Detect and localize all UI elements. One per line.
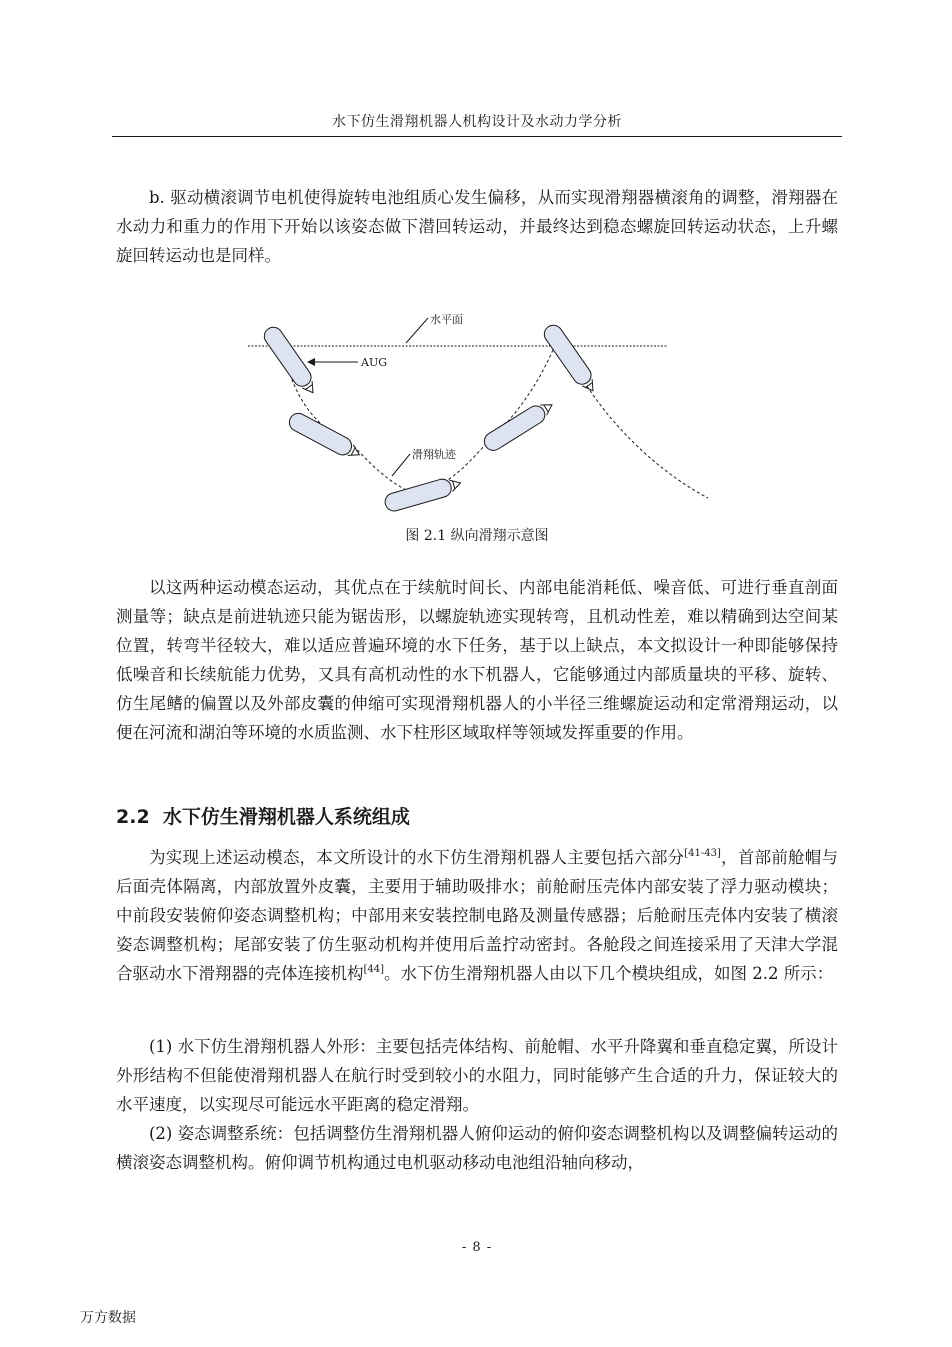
running-header: 水下仿生滑翔机器人机构设计及水动力学分析 bbox=[332, 114, 622, 130]
glider-1 bbox=[261, 324, 320, 398]
paragraph-step-b: b. 驱动横滚调节电机使得旋转电池组质心发生偏移，从而实现滑翔器横滚角的调整，滑翔器在水动力和重力的作用下开始以该姿态做下潜回转运动，并最终达到稳态螺旋回转运动状态，上升螺旋回转运动也是同样。 bbox=[116, 188, 838, 265]
section-number: 2.2 bbox=[116, 806, 150, 828]
citation-41-43: [41-43] bbox=[684, 848, 721, 859]
page-number: - 8 - bbox=[461, 1240, 493, 1255]
glider-3 bbox=[383, 474, 463, 513]
intro-text-3: 。水下仿生滑翔机器人由以下几个模块组成，如图 2.2 所示： bbox=[384, 964, 834, 983]
glider-2 bbox=[286, 410, 363, 463]
label-glide-trajectory: 滑翔轨迹 bbox=[412, 448, 456, 461]
header-rule bbox=[112, 136, 842, 137]
section-title-text: 水下仿生滑翔机器人系统组成 bbox=[162, 806, 410, 828]
glider-5 bbox=[541, 322, 600, 396]
glide-diagram-svg bbox=[240, 312, 720, 517]
paragraph-summary: 以这两种运动模态运动，其优点在于续航时间长、内部电能消耗低、噪音低、可进行垂直剖面测量等；缺点是前进轨迹只能为锯齿形，以螺旋轨迹实现转弯，且机动性差，难以精确到达空间某位置，转弯半径较大，难以适应普遍环境的水下任务，基于以上缺点，本文拟设计一种即能够保持低噪音和长续航能力优势，又具有高机动性的水下机器人，它能够通过内部质量块的平移、旋转、仿生尾鳍的偏置以及外部皮囊的伸缩可实现滑翔机器人的小半径三维螺旋运动和定常滑翔运动，以便在河流和湖泊等环境的水质监测、水下柱形区域取样等领域发挥重要的作用。 bbox=[116, 578, 838, 742]
label-water-surface: 水平面 bbox=[430, 313, 463, 326]
watermark-text: 万方数据 bbox=[80, 1310, 136, 1326]
figure-caption: 图 2.1 纵向滑翔示意图 bbox=[405, 528, 549, 544]
paragraph-item-1: (1) 水下仿生滑翔机器人外形：主要包括壳体结构、前舱帽、水平升降翼和垂直稳定翼，所设计外形结构不但能使滑翔机器人在航行时受到较小的水阻力，同时能够产生合适的升力，保证较大的水平速度，以实现尽可能远水平距离的稳定滑翔。 bbox=[116, 1037, 838, 1114]
intro-text-1: 为实现上述运动模态，本文所设计的水下仿生滑翔机器人主要包括六部分 bbox=[149, 848, 685, 867]
glider-4 bbox=[481, 397, 557, 454]
trajectory-leader bbox=[392, 454, 410, 476]
section-heading bbox=[116, 802, 410, 829]
glide-trajectory bbox=[282, 332, 708, 498]
surface-leader bbox=[406, 318, 428, 343]
figure-glide-diagram bbox=[240, 312, 720, 521]
paragraph-intro bbox=[116, 843, 838, 988]
citation-44: [44] bbox=[363, 964, 385, 975]
intro-text-2: ，首部前舱帽与后面壳体隔离，内部放置外皮囊，主要用于辅助吸排水；前舱耐压壳体内部安装了浮力驱动模块；中前段安装俯仰姿态调整机构；中部用来安装控制电路及测量传感器；后舱耐压壳体内安装了横滚姿态调整机构；尾部安装了仿生驱动机构并使用后盖拧动密封。各舱段之间连接采用了天津大学混合驱动水下滑翔器的壳体连接机构 bbox=[116, 848, 839, 983]
paragraph-item-2: (2) 姿态调整系统：包括调整仿生滑翔机器人俯仰运动的俯仰姿态调整机构以及调整偏转运动的横滚姿态调整机构。俯仰调节机构通过电机驱动移动电池组沿轴向移动， bbox=[116, 1124, 838, 1172]
label-aug: AUG bbox=[361, 356, 388, 369]
